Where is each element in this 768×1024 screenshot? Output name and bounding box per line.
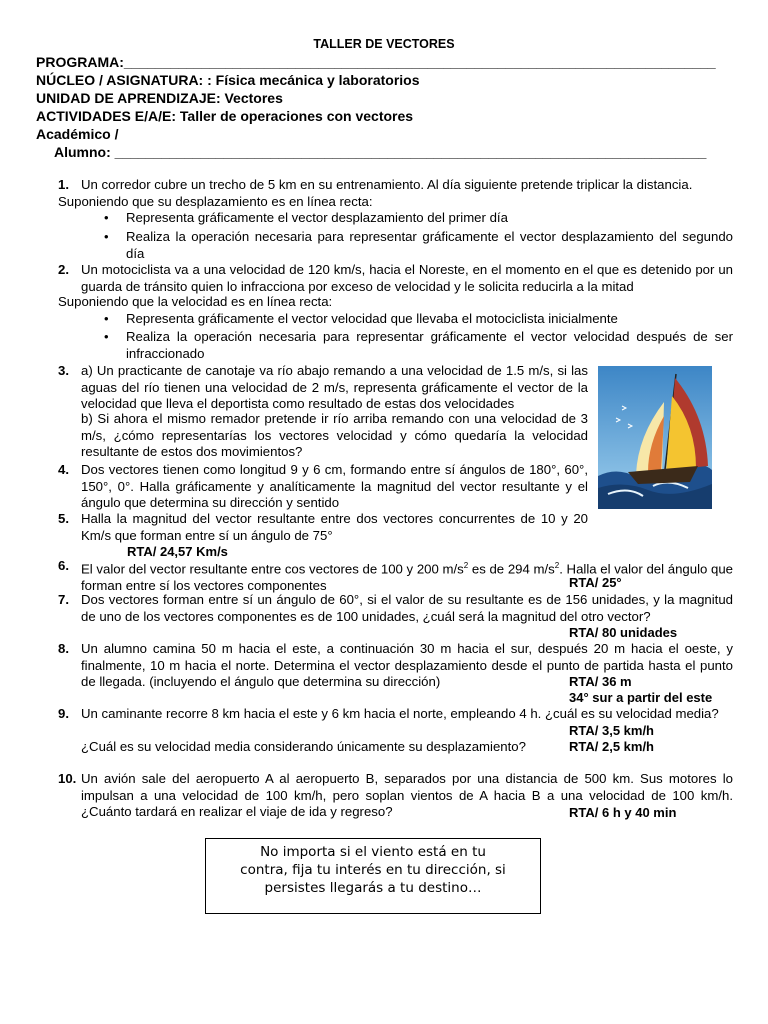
q4-number: 4. xyxy=(58,462,69,477)
document-title: TALLER DE VECTORES xyxy=(313,37,455,51)
q2-bullet-1-glyph: • xyxy=(104,311,109,326)
q1-bullet-1: Representa gráficamente el vector desplazamiento del primer día xyxy=(126,210,508,225)
quote-line-1: No importa si el viento está en tu xyxy=(260,844,486,860)
q2-text2: Suponiendo que la velocidad es en línea recta: xyxy=(58,294,333,309)
q1-bullet-1-glyph: • xyxy=(104,210,109,225)
q3-text-b: b) Si ahora el mismo remador pretende ir río arriba remando con una velocidad de 3 m/s, ¿cómo representarías los vectores velocidad y cómo quedaría la velocidad resultante de estos dos movimientos? xyxy=(81,411,588,460)
q7-answer: RTA/ 80 unidades xyxy=(569,625,678,640)
q2-text: Un motociclista va a una velocidad de 120 km/s, hacia el Noreste, en el momento en el que es detenido por un guarda de tránsito quien lo infracciona por exceso de velocidad y le solicita reducirla a la mitad xyxy=(81,262,733,294)
q9-text: Un caminante recorre 8 km hacia el este y 6 km hacia el norte, empleando 4 h. ¿cuál es su velocidad media? xyxy=(81,706,719,721)
q1-bullet-2: Realiza la operación necesaria para representar gráficamente el vector desplazamiento del segundo día xyxy=(126,229,733,261)
q6-text: El valor del vector resultante entre cos vectores de 100 y 200 $m/s^2$ es de 294 $m/s^2$. Halla el valor del ángulo que forman entre sí los vectores componentes xyxy=(81,561,734,594)
q7-text: Dos vectores forman entre sí un ángulo de 60°, si el valor de su resultante es de 156 unidades, y la magnitud de uno de los vectores componentes es de 100 unidades, ¿cuál será la magnitud del otro vector? xyxy=(81,592,733,624)
q6-number: 6. xyxy=(58,558,69,573)
q8-answer-1: RTA/ 36 m xyxy=(569,674,632,689)
alumno-label: Alumno: xyxy=(54,144,115,160)
q3-number: 3. xyxy=(58,363,69,378)
q2-bullet-2: Realiza la operación necesaria para representar gráficamente el vector velocidad después de ser infraccionado xyxy=(126,329,733,361)
academico: Académico / xyxy=(36,126,119,142)
nucleo-asignatura: NÚCLEO / ASIGNATURA: : Física mecánica y laboratorios xyxy=(36,72,420,88)
unidad-aprendizaje: UNIDAD DE APRENDIZAJE: Vectores xyxy=(36,90,283,106)
q4-text: Dos vectores tienen como longitud 9 y 6 cm, formando entre sí ángulos de 180°, 60°, 150°, 0°. Halla gráficamente y analíticamente la magnitud del vector resultante y el ángulo que determina su dirección y sentido xyxy=(81,462,588,511)
quote-line-3: persistes llegarás a tu destino… xyxy=(264,880,482,896)
q9-number: 9. xyxy=(58,706,69,721)
motivational-quote-box xyxy=(205,838,541,914)
programa-blank[interactable]: ____________________________________________________________________________ xyxy=(123,54,716,70)
q2-bullet-2-glyph: • xyxy=(104,329,109,344)
sailboat-illustration xyxy=(598,366,712,509)
q1-bullet-2-glyph: • xyxy=(104,229,109,244)
q10-number: 10. xyxy=(58,771,77,786)
q6-answer: RTA/ 25° xyxy=(569,575,622,590)
q1-number: 1. xyxy=(58,177,69,192)
programa-line xyxy=(36,53,716,71)
q2-number: 2. xyxy=(58,262,69,277)
q8-answer-2: 34° sur a partir del este xyxy=(569,690,713,705)
q2-bullet-1: Representa gráficamente el vector velocidad que llevaba el motociclista inicialmente xyxy=(126,311,618,326)
q9-answer-2: RTA/ 2,5 km/h xyxy=(569,739,655,754)
alumno-blank[interactable]: ____________________________________________________________________________ xyxy=(114,144,707,160)
q1-text2: Suponiendo que su desplazamiento es en línea recta: xyxy=(58,194,373,209)
q8-text: Un alumno camina 50 m hacia el este, a continuación 30 m hacia el sur, después 20 m hacia el oeste, y finalmente, 10 m hacia el norte. Determina el vector desplazamiento desde el punto de partida hasta el punto de llegada. (incluyendo el ángulo que determina su dirección) xyxy=(81,641,733,690)
q9-text2: ¿Cuál es su velocidad media considerando únicamente su desplazamiento? xyxy=(81,739,526,754)
q3-text-a: a) Un practicante de canotaje va río abajo remando a una velocidad de 1.5 m/s, si las aguas del río tienen una velocidad de 2 m/s, representa gráficamente el vector de la velocidad que lleva el deportista como resultado de estas dos velocidades xyxy=(81,363,588,412)
q5-text: Halla la magnitud del vector resultante entre dos vectores concurrentes de 10 y 20 Km/s que forman entre sí un ángulo de 75° xyxy=(81,511,588,543)
alumno-line xyxy=(54,143,706,161)
q10-answer: RTA/ 6 h y 40 min xyxy=(569,805,677,820)
q5-answer: RTA/ 24,57 Km/s xyxy=(127,544,228,559)
q9-answer-1: RTA/ 3,5 km/h xyxy=(569,723,655,738)
programa-label: PROGRAMA: xyxy=(36,54,124,70)
actividades: ACTIVIDADES E/A/E: Taller de operaciones con vectores xyxy=(36,108,414,124)
q1-text: Un corredor cubre un trecho de 5 km en su entrenamiento. Al día siguiente pretende triplicar la distancia. xyxy=(81,177,693,192)
q7-number: 7. xyxy=(58,592,69,607)
q8-number: 8. xyxy=(58,641,69,656)
quote-line-2: contra, fija tu interés en tu dirección, si xyxy=(240,862,506,878)
q5-number: 5. xyxy=(58,511,69,526)
q10-text: Un avión sale del aeropuerto A al aeropuerto B, separados por una distancia de 500 km. Sus motores lo impulsan a una velocidad de 100 km/h, pero soplan vientos de A hacia B a una velocidad de 100 km/h. ¿Cuánto tardará en realizar el viaje de ida y regreso? xyxy=(81,771,733,820)
